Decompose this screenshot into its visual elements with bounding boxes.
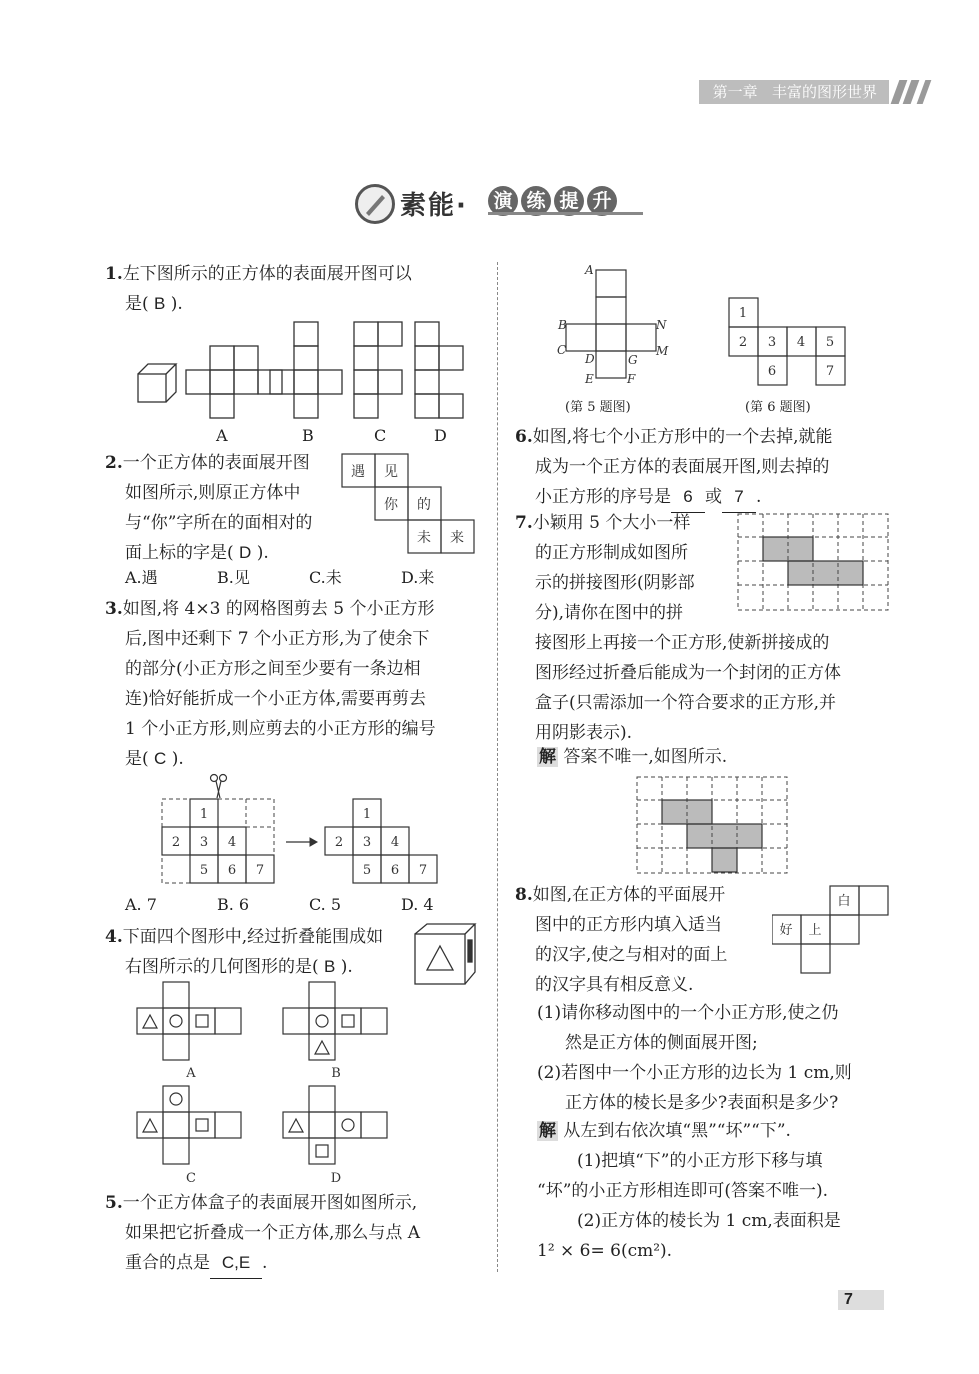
header-stripe xyxy=(917,80,932,104)
arrow-right-icon xyxy=(286,838,317,846)
svg-text:A: A xyxy=(585,263,594,277)
q7-solution-grid xyxy=(636,776,788,874)
section-title: 素能· xyxy=(400,191,468,221)
svg-text:7: 7 xyxy=(255,863,265,878)
question-6: 6.如图,将七个小正方形中的一个去掉,就能 成为一个正方体的表面展开图,则去掉的 小正方形的序号是 6 或 7 . xyxy=(515,422,900,513)
pencil-logo-icon xyxy=(355,184,395,224)
answer: B xyxy=(324,957,336,976)
option: A. 7 xyxy=(125,895,157,914)
q8-net-figure xyxy=(772,884,890,974)
option: B.见 xyxy=(217,568,250,587)
svg-text:C: C xyxy=(557,343,567,357)
q1-label-a: A xyxy=(216,426,228,445)
svg-text:6: 6 xyxy=(227,863,237,878)
q8-solution: 解 从左到右依次填“黑”“坏”“下”. (1)把填“下”的小正方形下移与填 “坏”的小正方形相连即可(答案不唯一). (2)正方体的棱长为 1 cm,表面积是 1² × 6= 6(cm²). xyxy=(537,1121,841,1261)
option: C. 5 xyxy=(309,895,342,914)
svg-text:3: 3 xyxy=(767,335,777,350)
q1-label-d: D xyxy=(434,426,447,445)
question-3: 3.如图,将 4×3 的网格图剪去 5 个小正方形 后,图中还剩下 7 个小正方形,为了使余下 的部分(小正方形之间至少要有一条边相 连)恰好能折成一个小正方体,需要再剪去 1 个小正方形,则应剪去的小正方形的编号 是( C ). xyxy=(105,599,436,769)
fig5-net xyxy=(555,262,675,392)
fig6-caption: (第 6 题图) xyxy=(745,400,811,415)
answer-blank: C,E xyxy=(210,1248,262,1279)
question-8: 8.如图,在正方体的平面展开 图中的正方形内填入适当 的汉字,使之与相对的面上 的汉字具有相反意义. xyxy=(515,885,728,995)
svg-text:4: 4 xyxy=(227,835,237,850)
option: C.未 xyxy=(309,568,342,587)
svg-text:6: 6 xyxy=(390,863,400,878)
column-divider xyxy=(497,262,498,1272)
net-char: 遇 xyxy=(351,464,365,480)
svg-text:1: 1 xyxy=(362,807,372,822)
fig5-caption: (第 5 题图) xyxy=(565,400,631,415)
q1-label-c: C xyxy=(374,426,387,445)
banner-char: 练 xyxy=(521,186,551,216)
q1-label-b: B xyxy=(302,426,314,445)
svg-text:3: 3 xyxy=(199,835,209,850)
net-char: 你 xyxy=(384,497,398,513)
option: A.遇 xyxy=(125,568,158,587)
net-c xyxy=(354,322,402,418)
banner-char: 升 xyxy=(587,186,617,216)
banner-char: 提 xyxy=(554,186,584,216)
question-5: 5.一个正方体盒子的表面展开图如图所示, 如果把它折叠成一个正方体,那么与点 A 重合的点是 C,E . xyxy=(105,1188,495,1279)
chapter-title: 丰富的图形世界 xyxy=(771,83,877,101)
chapter-header xyxy=(699,80,889,104)
answer: C xyxy=(154,749,167,768)
chapter-number: 第一章 xyxy=(712,83,758,101)
svg-text:2: 2 xyxy=(334,835,344,850)
answer: B xyxy=(154,294,166,313)
banner-char: 演 xyxy=(488,186,518,216)
svg-text:7: 7 xyxy=(825,364,835,379)
svg-text:N: N xyxy=(656,318,667,332)
q3-grid-figure xyxy=(160,772,450,887)
net-b xyxy=(270,322,342,418)
question-2: 2.一个正方体的表面展开图 如图所示,则原正方体中 与“你”字所在的面相对的 面上标的字是( D ). xyxy=(105,453,313,563)
svg-text:3: 3 xyxy=(362,835,372,850)
q4-label-b: B xyxy=(331,1066,341,1081)
page-number: 7 xyxy=(838,1290,884,1310)
svg-text:1: 1 xyxy=(199,807,209,822)
svg-text:好: 好 xyxy=(779,923,793,938)
q4-label-a: A xyxy=(186,1066,196,1081)
q4-label-d: D xyxy=(330,1171,342,1186)
question-7: 7.小颖用 5 个大小一样 的正方形制成如图所 示的拼接图形(阴影部 分),请你在图中的拼 接图形上再接一个正方形,使新拼接成的 图形经过折叠后能成为一个封闭的正方体 盒子(只需添加一个符合要求的正方形,并 用阴影表示). xyxy=(515,513,841,743)
answer: D xyxy=(239,543,252,562)
svg-text:6: 6 xyxy=(767,364,777,379)
svg-text:1: 1 xyxy=(738,306,748,321)
q3-options xyxy=(125,895,485,914)
question-4: 4.下面四个图形中,经过折叠能围成如 右图所示的几何图形的是( B ). xyxy=(105,927,384,977)
q8-subquestions: (1)请你移动图中的一个小正方形,使之仍 然是正方体的侧面展开图; (2)若图中一个小正方形的边长为 1 cm,则 正方体的棱长是多少?表面积是多少? xyxy=(537,1003,852,1113)
svg-text:2: 2 xyxy=(738,335,748,350)
svg-text:D: D xyxy=(585,352,595,366)
svg-text:4: 4 xyxy=(390,835,400,850)
net-char: 的 xyxy=(417,497,431,513)
q7-solution: 解 答案不唯一,如图所示. xyxy=(539,747,728,767)
svg-text:5: 5 xyxy=(825,335,835,350)
q7-grid-figure xyxy=(737,513,889,611)
svg-text:5: 5 xyxy=(199,863,209,878)
svg-text:F: F xyxy=(627,372,636,386)
svg-text:上: 上 xyxy=(808,923,822,938)
q4-options-figure xyxy=(135,980,405,1190)
option: B. 6 xyxy=(217,895,250,914)
svg-text:7: 7 xyxy=(418,863,428,878)
net-a xyxy=(186,346,282,418)
svg-text:白: 白 xyxy=(837,894,851,909)
svg-text:4: 4 xyxy=(796,335,806,350)
net-d xyxy=(415,322,463,418)
net-char: 来 xyxy=(450,530,464,546)
q2-net-figure xyxy=(340,452,480,557)
svg-text:E: E xyxy=(585,372,594,386)
answer-blank: 7 xyxy=(722,482,756,513)
svg-text:B: B xyxy=(558,318,567,332)
net-char: 见 xyxy=(384,464,398,480)
banner-underline xyxy=(488,212,643,215)
option: D. 4 xyxy=(401,895,434,914)
svg-text:G: G xyxy=(628,353,638,367)
answer-blank: 6 xyxy=(671,482,705,513)
option: D.来 xyxy=(401,568,435,587)
fig6-net xyxy=(727,296,852,388)
net-char: 未 xyxy=(417,530,431,546)
svg-text:2: 2 xyxy=(171,835,181,850)
svg-text:5: 5 xyxy=(362,863,372,878)
q4-cube-figure xyxy=(413,922,479,988)
question-1: 1.左下图所示的正方体的表面展开图可以 是( B ). xyxy=(105,264,412,314)
cube-icon xyxy=(138,364,176,402)
q4-label-c: C xyxy=(186,1171,196,1186)
q2-options xyxy=(125,565,485,588)
scissors-icon xyxy=(211,775,227,799)
svg-text:M: M xyxy=(656,344,669,358)
